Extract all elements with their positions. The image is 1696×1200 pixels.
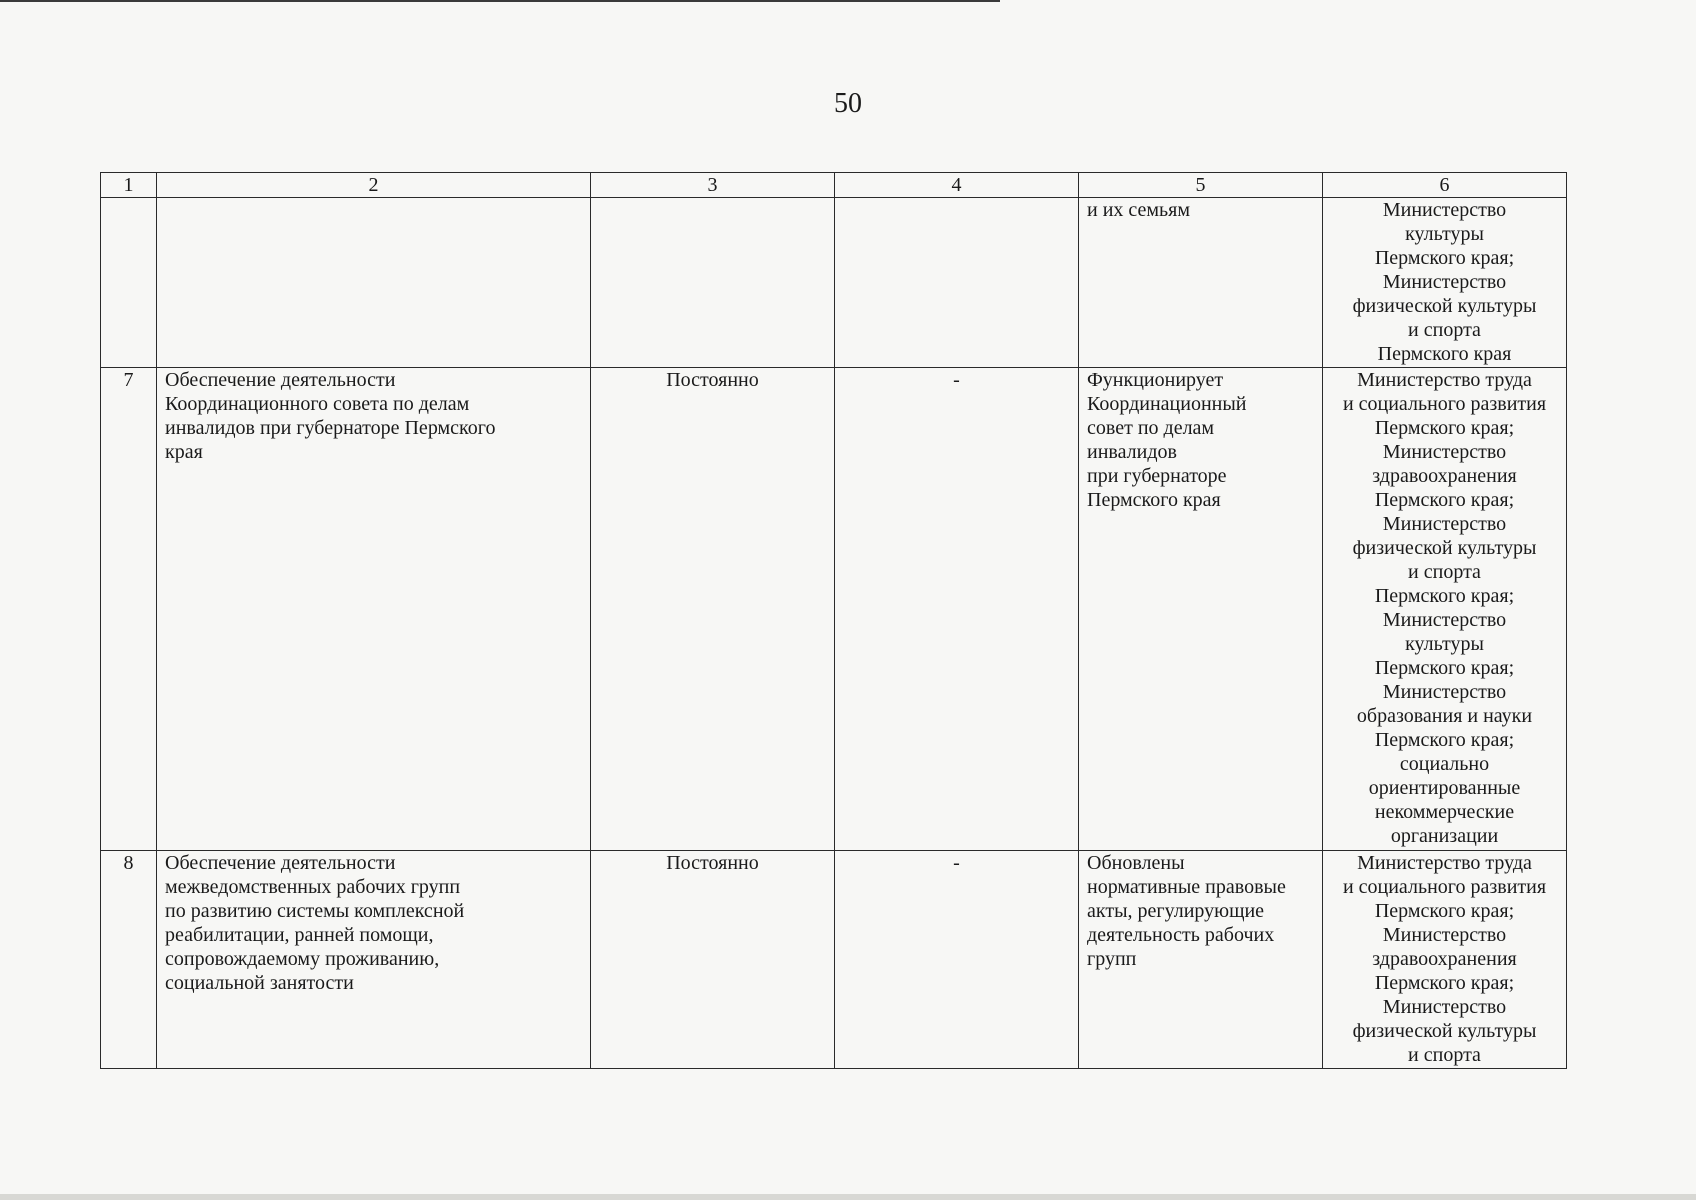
result-cell: Обновлены нормативные правовые акты, регулирующие деятельность рабочих групп (1079, 851, 1323, 1069)
result-cell: и их семьям (1079, 198, 1323, 368)
responsible-cell: Министерство труда и социального развития Пермского края; Министерство здравоохранения Пермского края; Министерство физической культуры и спорта Пермского края; Министерство культуры Пермского края; Министерство образования и науки Пермского края; социально ориентированные некоммерческие организации (1323, 368, 1567, 851)
activity-cell: Обеспечение деятельности Координационного совета по делам инвалидов при губернаторе Пермского края (157, 368, 591, 851)
funding-cell: - (835, 368, 1079, 851)
table-row (101, 368, 1567, 851)
responsible-cell: Министерство труда и социального развития Пермского края; Министерство здравоохранения Пермского края; Министерство физической культуры и спорта (1323, 851, 1567, 1069)
header-cell-3: 3 (591, 173, 835, 198)
responsible-cell: Министерство культуры Пермского края; Министерство физической культуры и спорта Пермского края (1323, 198, 1567, 368)
page-number: 50 (834, 88, 862, 119)
funding-cell: - (835, 851, 1079, 1069)
table-row (101, 198, 1567, 368)
result-cell: Функционирует Координационный совет по делам инвалидов при губернаторе Пермского края (1079, 368, 1323, 851)
scan-edge-bottom (0, 1194, 1696, 1200)
header-cell-2: 2 (157, 173, 591, 198)
scan-edge-top (0, 0, 1000, 2)
funding-cell (835, 198, 1079, 368)
term-cell: Постоянно (591, 368, 835, 851)
header-cell-1: 1 (101, 173, 157, 198)
table-row (101, 851, 1567, 1069)
activity-cell (157, 198, 591, 368)
header-cell-4: 4 (835, 173, 1079, 198)
term-cell: Постоянно (591, 851, 835, 1069)
row-number (101, 198, 157, 368)
header-cell-5: 5 (1079, 173, 1323, 198)
term-cell (591, 198, 835, 368)
row-number: 8 (101, 851, 157, 1069)
activity-cell: Обеспечение деятельности межведомственных рабочих групп по развитию системы комплексной реабилитации, ранней помощи, сопровождаемому проживанию, социальной занятости (157, 851, 591, 1069)
table-header-row (101, 173, 1567, 198)
row-number: 7 (101, 368, 157, 851)
document-table (100, 172, 1567, 1069)
header-cell-6: 6 (1323, 173, 1567, 198)
